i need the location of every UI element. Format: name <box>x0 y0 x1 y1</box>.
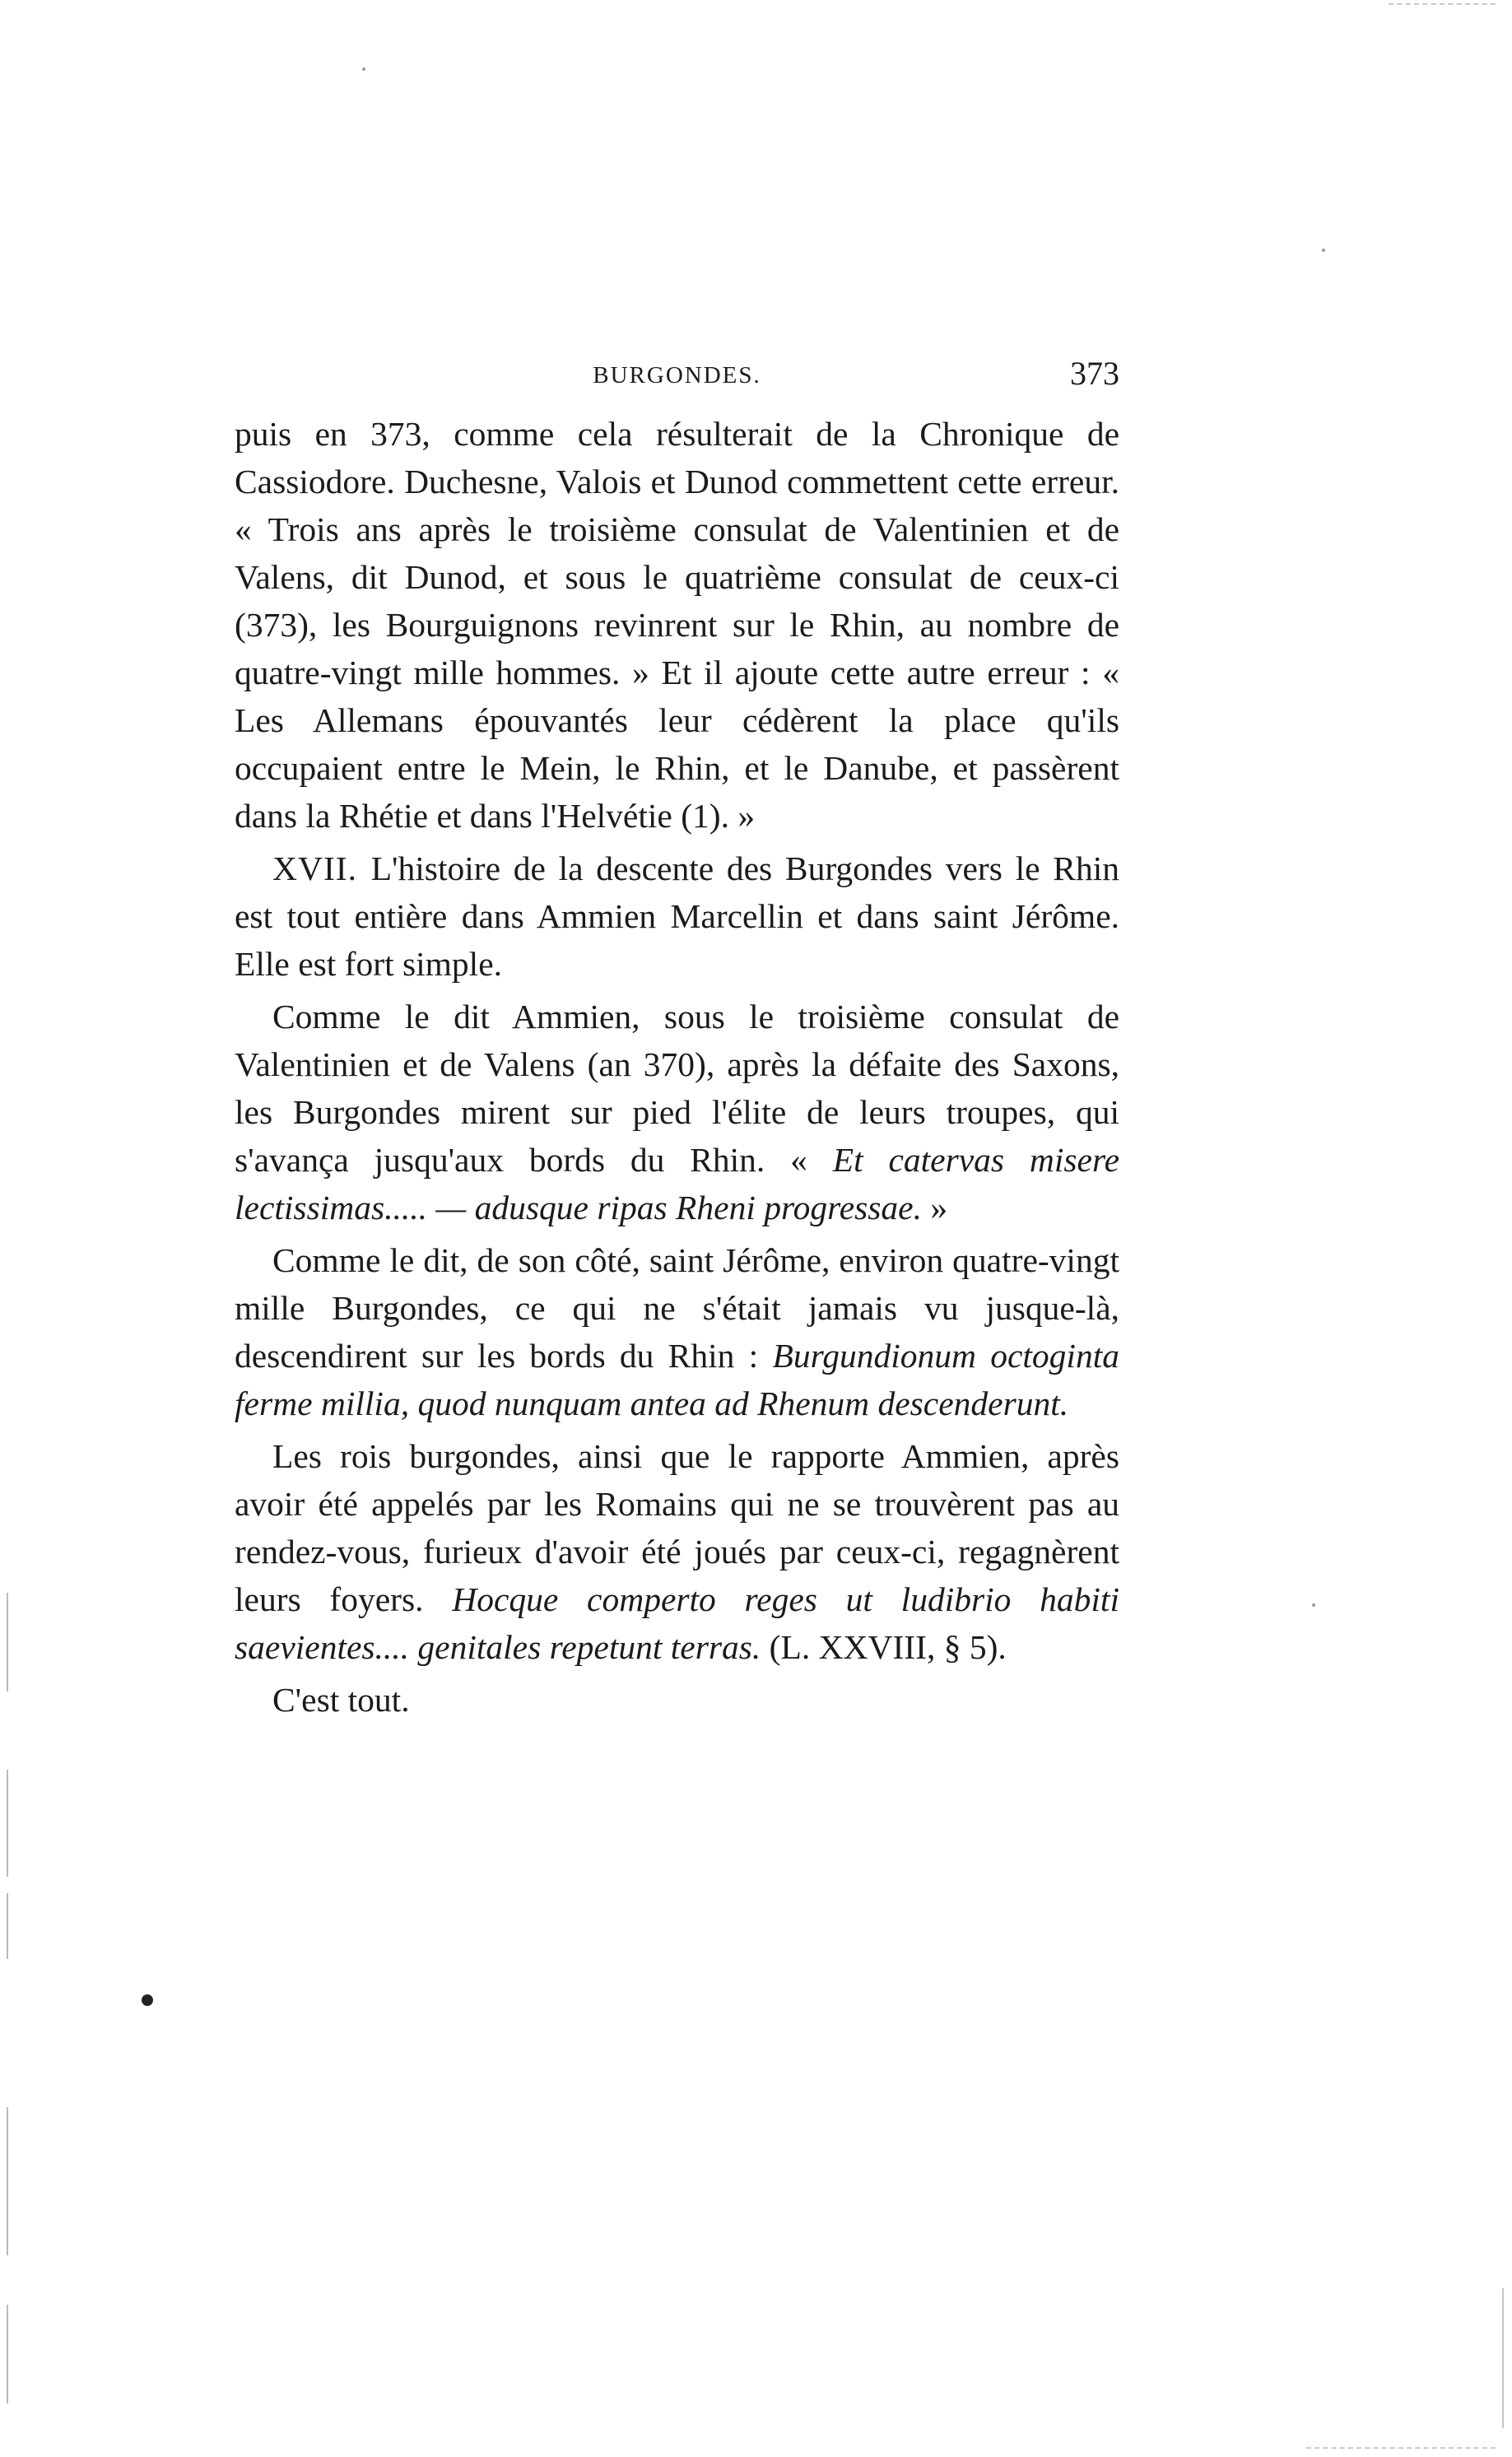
paragraph <box>235 845 1119 988</box>
text-run: Les rois burgondes, ainsi que le rapporte Ammien, après avoir été appelés par les Romains qui ne se trouvèrent pas au rendez-vous, furieux d'avoir été joués par ceux-ci, regagnèrent leurs foyers. <box>235 1437 1119 1618</box>
scan-speck <box>1322 249 1325 252</box>
scan-margin-mark <box>7 2107 8 2255</box>
scan-margin-mark <box>1502 2288 1504 2428</box>
paragraph <box>235 1432 1119 1671</box>
ink-dot <box>142 1994 153 2006</box>
latin-quote: Et catervas misere lectissimas..... — adusque ripas Rheni progressae. <box>235 1141 1119 1226</box>
scan-margin-mark <box>7 1593 8 1692</box>
text-run: » <box>921 1189 948 1226</box>
running-title: BURGONDES. <box>593 362 761 389</box>
latin-quote: Burgundionum octoginta ferme millia, quod nunquam antea ad Rhenum descenderunt. <box>235 1337 1119 1422</box>
latin-quote: Hocque comperto reges ut ludibrio habiti saevientes.... genitales repetunt terras. <box>235 1580 1119 1666</box>
text-run: puis en 373, comme cela résulterait de la Chronique de Cassiodore. Duchesne, Valois et Dunod commettent cette erreur. « Trois ans après le troisième consulat de Valentinien et de Valens, dit Dunod, et sous le quatrième consulat de ceux-ci (373), les Bourguignons revinrent sur le Rhin, au nombre de quatre-vingt mille hommes. » Et il ajoute cette autre erreur : « Les Allemans épouvantés leur cédèrent la place qu'ils occupaient entre le Mein, le Rhin, et le Danube, et passèrent dans la Rhétie et dans l'Helvétie (1). » <box>235 415 1119 835</box>
paragraph <box>235 993 1119 1231</box>
text-run: Comme le dit Ammien, sous le troisième consulat de Valentinien et de Valens (an 370), après la défaite des Saxons, les Burgondes mirent sur pied l'élite de leurs troupes, qui s'avança jusqu'aux bords du Rhin. « <box>235 998 1119 1179</box>
scan-speck <box>1312 1603 1315 1607</box>
body-text <box>235 410 1119 1724</box>
scan-margin-mark <box>7 2305 8 2403</box>
scan-edge-mark <box>1389 3 1496 5</box>
text-run: L'histoire de la descente des Burgondes vers le Rhin est tout entière dans Ammien Marcellin et dans saint Jérôme. Elle est fort simple. <box>235 849 1119 983</box>
scan-speck <box>362 67 365 71</box>
paragraph <box>235 1676 1119 1724</box>
section-number: XVII. <box>272 849 371 887</box>
scan-edge-mark <box>1306 2447 1496 2449</box>
running-head <box>235 354 1119 403</box>
citation: (L. XXVIII, § 5). <box>761 1628 1007 1666</box>
paragraph <box>235 1236 1119 1427</box>
text-run: Comme le dit, de son côté, saint Jérôme, environ quatre-vingt mille Burgondes, ce qui ne s'était jamais vu jusque-là, descendirent sur les bords du Rhin : <box>235 1241 1119 1375</box>
page-number: 373 <box>1070 355 1119 392</box>
scan-margin-mark <box>7 1770 8 1877</box>
text-run: C'est tout. <box>272 1681 410 1719</box>
paragraph <box>235 410 1119 840</box>
scan-margin-mark <box>7 1893 8 1959</box>
